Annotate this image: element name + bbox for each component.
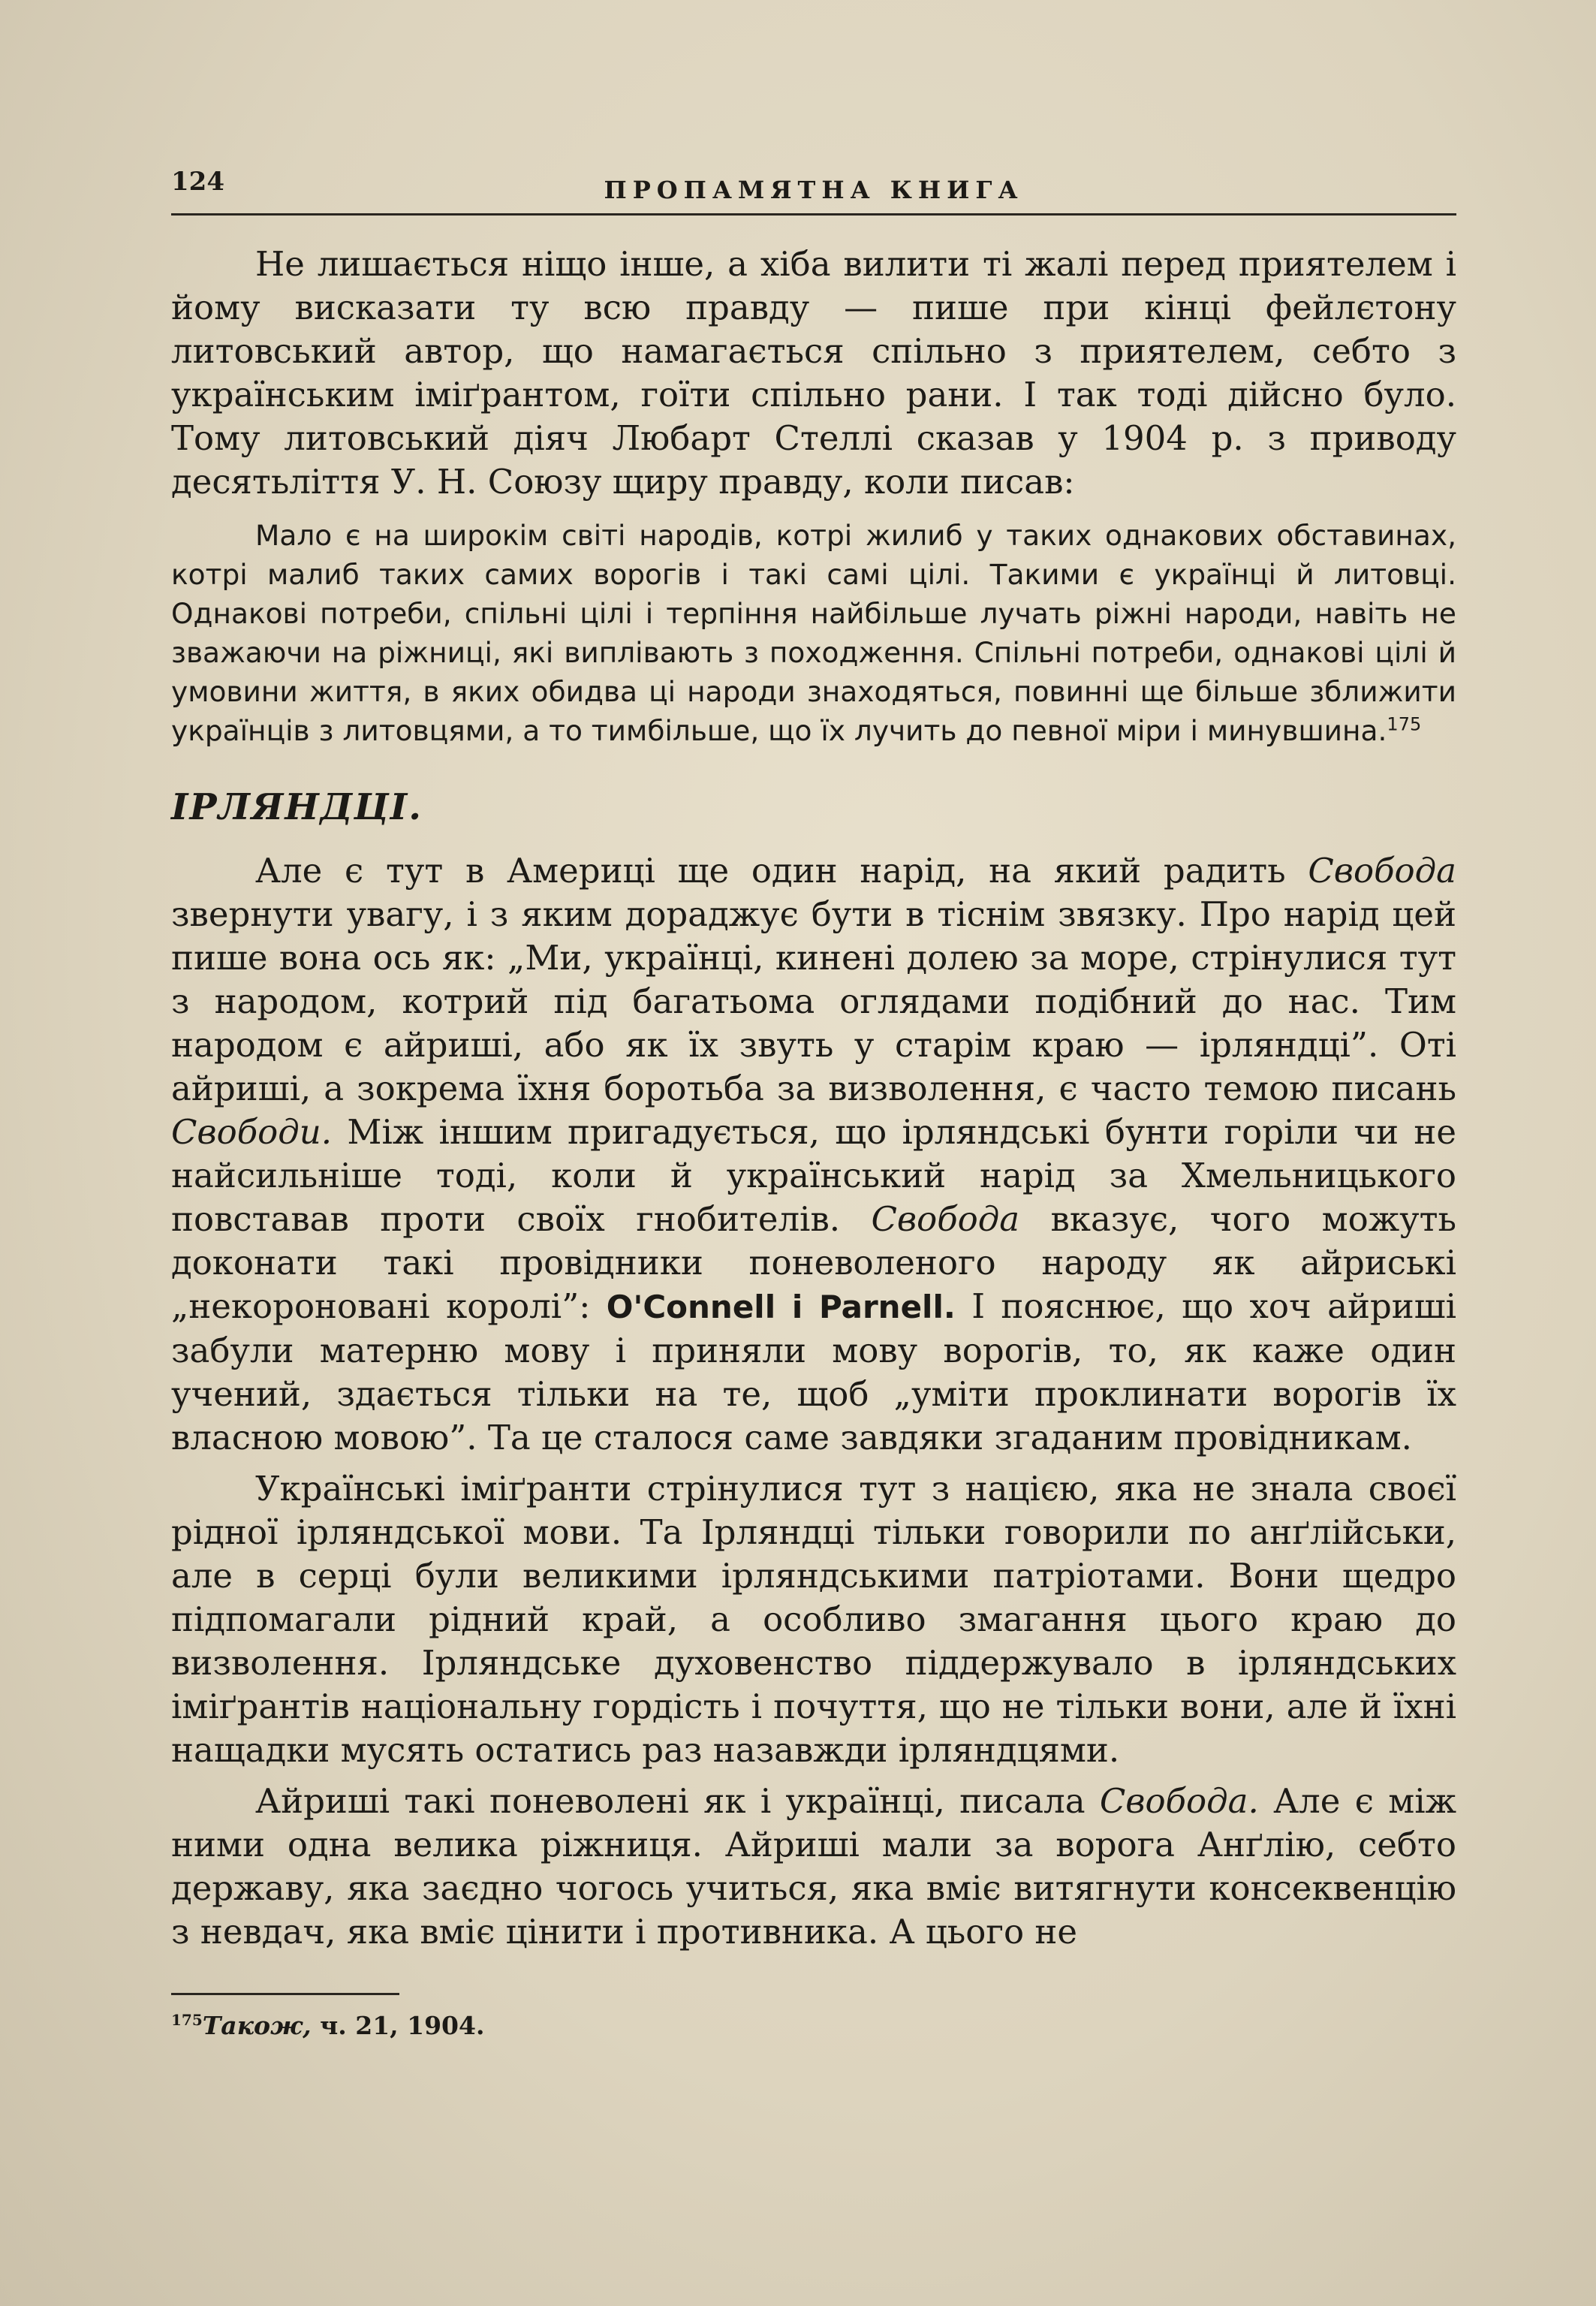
footnote-divider xyxy=(171,1993,399,1995)
running-head xyxy=(171,167,1456,216)
footnote-source: Також, xyxy=(202,2011,312,2040)
text-run: звернути увагу, і з яким дораджує бути в тіснім звязку. Про нарід цей пише вона ось як: „Ми, українці, кинені долею за море, стрінулися тут з народом, котрий під багатьома оглядами подібний до нас. Тим народом є айриші, або як їх звуть у старім краю — ірляндці”. Оті айриші, а зокрема їхня боротьба за визволення, є часто темою писань xyxy=(171,894,1456,1108)
block-quote xyxy=(171,516,1456,750)
text-run: Але є тут в Америці ще один нарід, на який радить xyxy=(255,851,1308,891)
text-run: Айриші такі поневолені як і українці, писала xyxy=(255,1781,1100,1821)
paragraph-irish-people xyxy=(171,849,1456,1460)
section-heading: ІРЛЯНДЦІ. xyxy=(171,786,423,828)
paragraph-ukrainian-immigrants: Українські іміґранти стрінулися тут з нацією, яка не знала своєї рідної ірляндської мови. Та Ірляндці тільки говорили по анґлійськи, але в серці були великими ірляндськими патріотами. Вони щедро підпомагали рідний край, а особливо змагання цього краю до визволення. Ірляндське духовенство піддержувало в ірляндських іміґрантів національну гордість і почуття, що не тільки вони, але й їхні нащадки мусять остатись раз назавжди ірляндцями. xyxy=(171,1469,1456,1770)
text-run: І пояснює, що хоч айриші забули матерню мову і приняли мову ворогів, то, як каже один учений, здається тільки на те, щоб „уміти проклинати ворогів їх власною мовою”. Та це сталося саме завдяки згаданим провідникам. xyxy=(171,1286,1456,1457)
page-number: 124 xyxy=(171,167,224,197)
paragraph-lithuanian-author: Не лишається ніщо інше, а хіба вилити ті жалі перед приятелем і йому висказати ту всю правду — пише при кінці фейлєтону литовський автор, що намагається спільно з приятелем, себто з українським іміґрантом, гоїти спільно рани. І так тоді дійсно було. Тому литовський діяч Любарт Стеллі сказав у 1904 р. з приводу десятьліття У. Н. Союзу щиру правду, коли писав: xyxy=(171,244,1456,502)
text-run: Між іншим пригадується, що ірляндські бунти горіли чи не найсильніше тоді, коли й український нарід за Хмельницького повставав проти своїх гнобителів. xyxy=(171,1112,1456,1239)
newspaper-title: Свобода. xyxy=(1099,1781,1259,1821)
newspaper-title: Свобода xyxy=(1308,851,1456,891)
footnote-detail: ч. 21, 1904. xyxy=(311,2011,485,2040)
footnote-reference: 175 xyxy=(1387,713,1422,735)
newspaper-title: Свобода xyxy=(871,1199,1020,1239)
quote-text: Мало є на широкім світі народів, котрі жилиб у таких однакових обставинах, котрі малиб таких самих ворогів і такі самі цілі. Такими є українці й литовці. Однакові потреби, спільні цілі і терпіння найбільше лучать ріжні народи, навіть не зважаючи на ріжниці, які виплівають з походження. Спільні потреби, однакові цілі й умовини життя, в яких обидва ці народи знаходяться, повинні ще більше зближити українців з литовцями, а то тимбільше, що їх лучить до певної міри і минувшина. xyxy=(171,519,1456,747)
latin-names: O'Connell і Parnell. xyxy=(606,1289,956,1325)
book-title: ПРОПАМЯТНА КНИГА xyxy=(604,176,1024,204)
text-column xyxy=(171,167,1456,2042)
footnote-number: 175 xyxy=(171,2011,203,2029)
newspaper-title: Свободи. xyxy=(171,1112,333,1152)
paragraph-irish-enemy xyxy=(171,1780,1456,1954)
text-run: вказує, чого можуть доконати такі провідники поневоленого народу як айриські „некороновані королі”: xyxy=(171,1199,1456,1326)
footnote xyxy=(171,2010,1456,2042)
text-run: Але є між ними одна велика ріжниця. Айриші мали за ворога Анґлію, себто державу, яка заєдно чогось учиться, яка вміє витягнути консеквенцію з невдач, яка вміє цінити і противника. А цього не xyxy=(171,1781,1456,1952)
